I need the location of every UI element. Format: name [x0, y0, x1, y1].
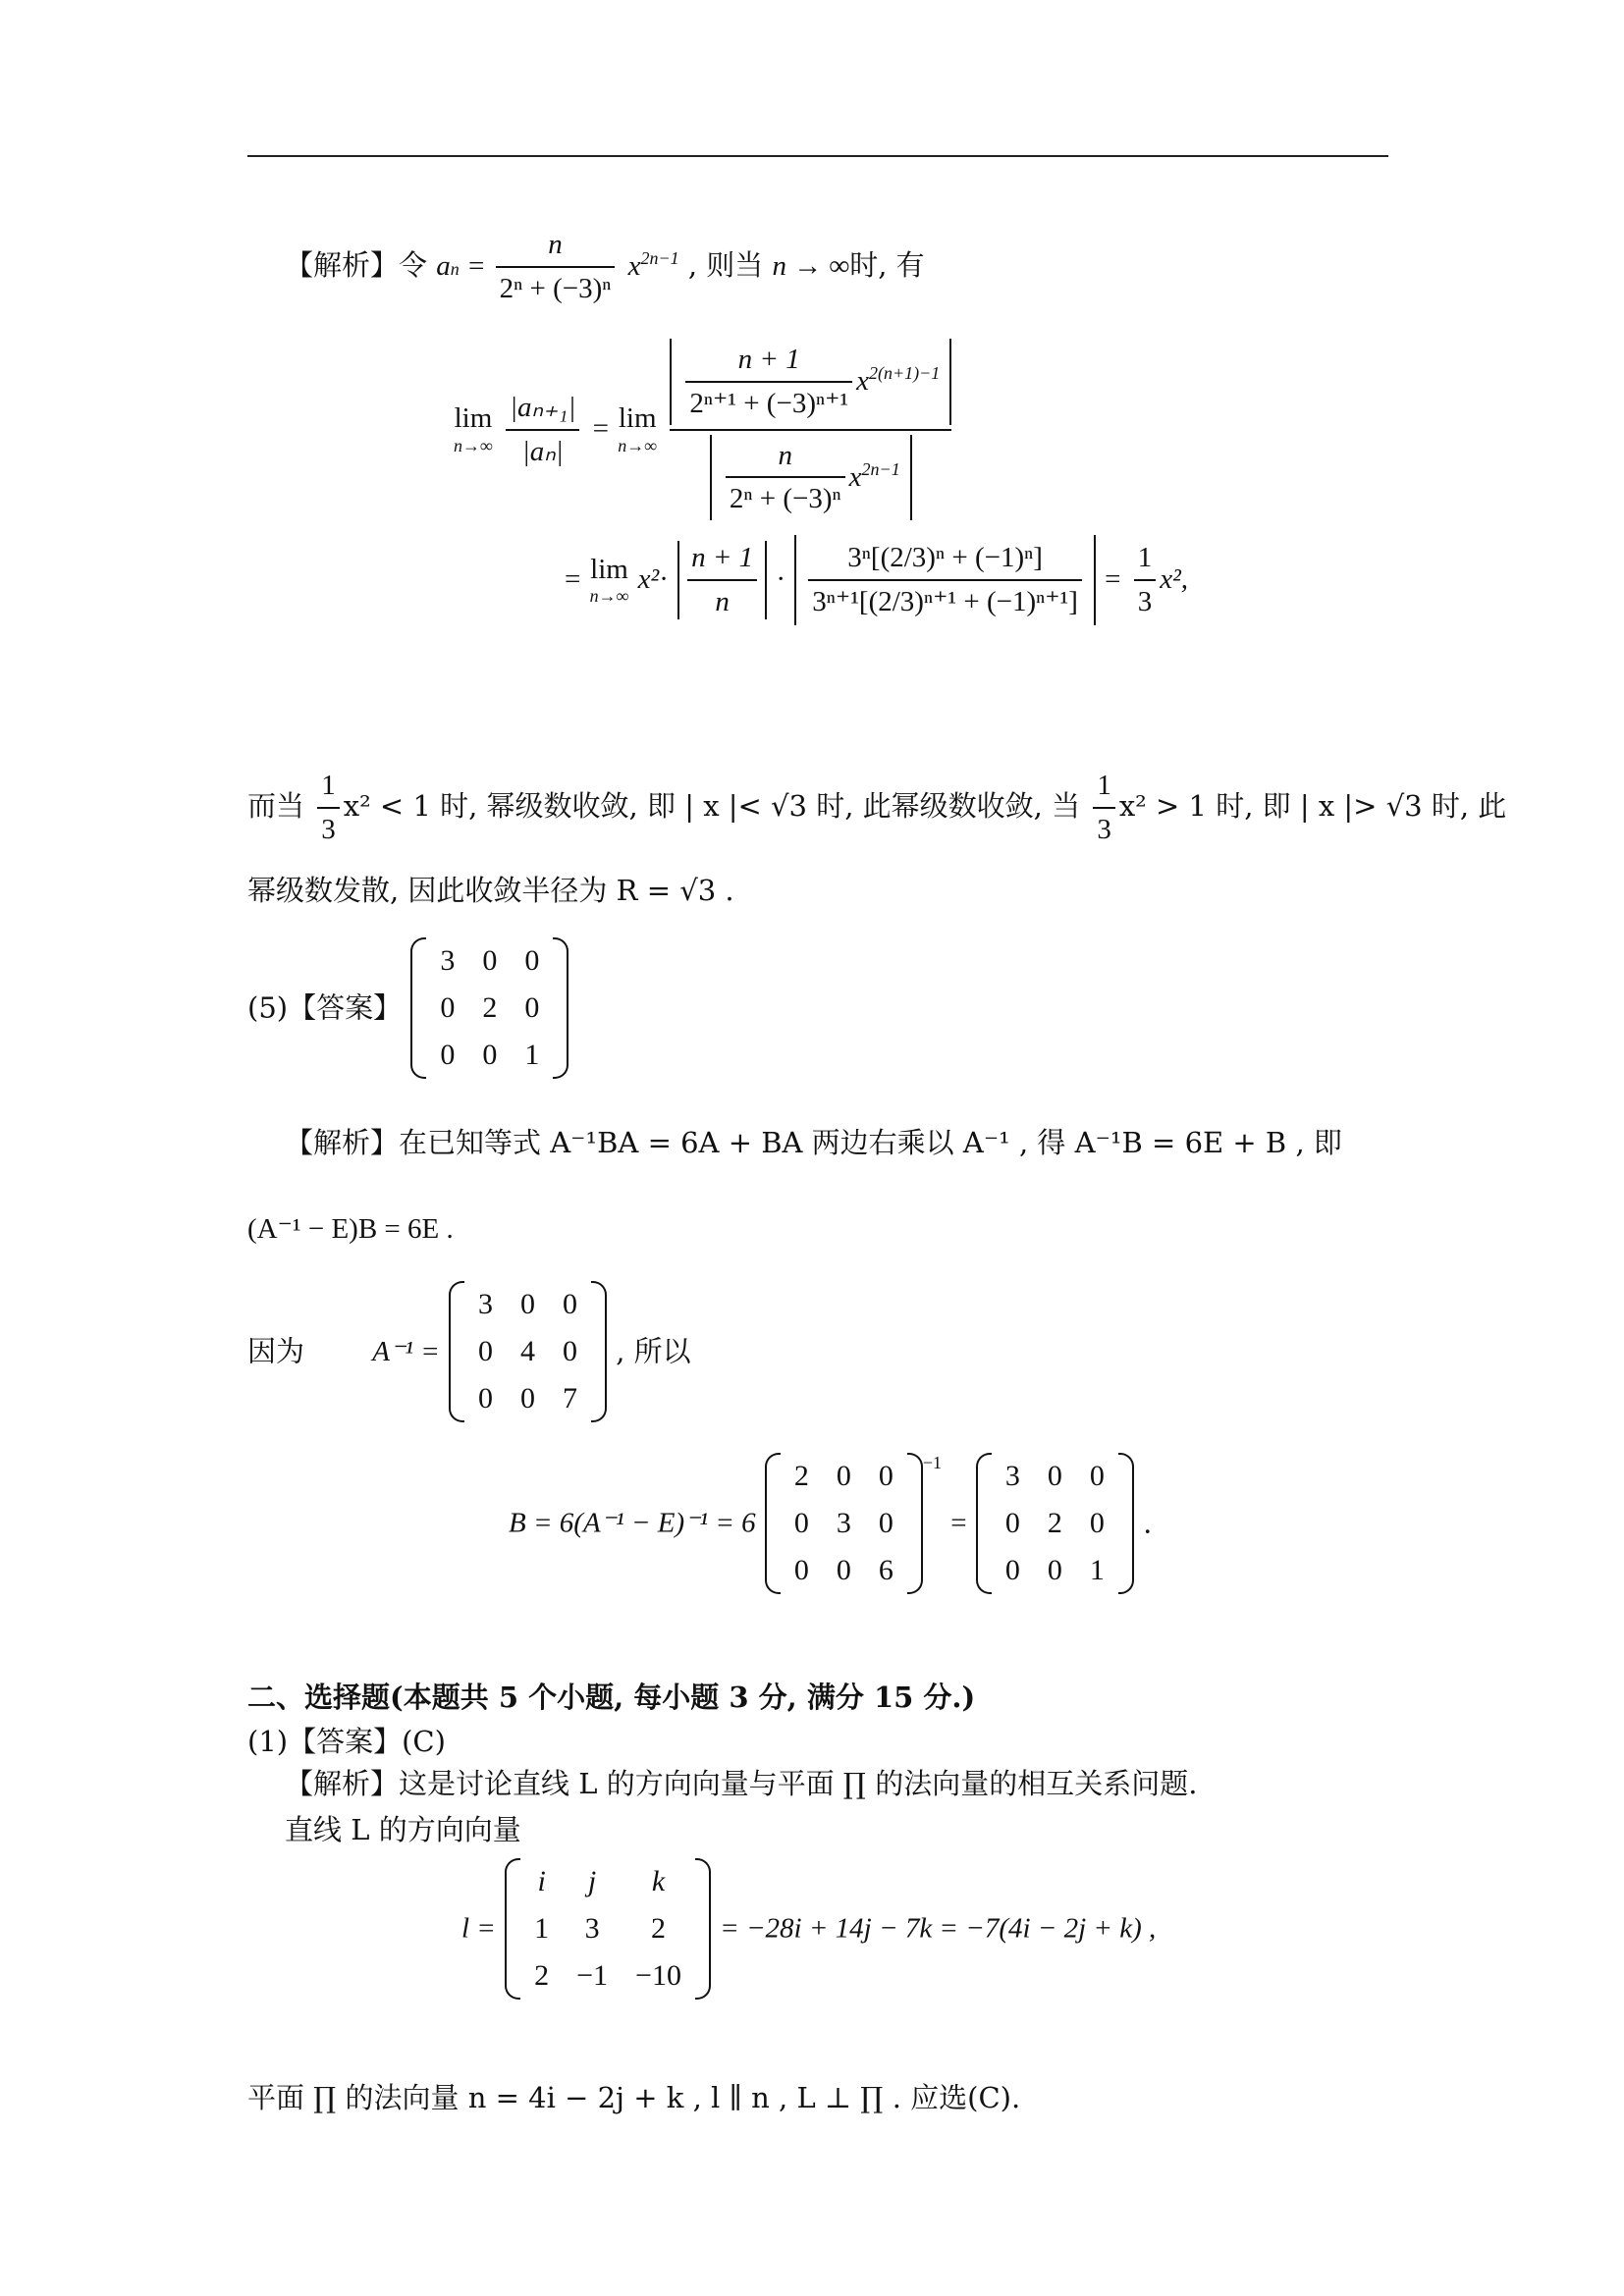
- matrix-cell: 0: [563, 1288, 577, 1320]
- an-fraction: $\frac{n}{\text{2ⁿ + (−3)ⁿ}}$: [496, 228, 616, 306]
- matrix-cell: j: [587, 1865, 597, 1897]
- cross-product-line: l = i j k 1 3 2 2 −1 −10 = −28i + 14j − 7k = −7(4i − 2j + k) ,: [461, 1858, 1156, 2000]
- matrix-cell: −1: [576, 1959, 609, 1992]
- analysis-2-1: 【解析】这是讨论直线 L 的方向向量与平面 ∏ 的法向量的相互关系问题.: [285, 1767, 1198, 1800]
- matrix-cell: 0: [478, 1335, 493, 1367]
- matrix-row: [464, 1281, 591, 1328]
- matrix-cell: 3: [836, 1507, 851, 1539]
- matrix-cell: 0: [793, 1507, 809, 1539]
- matrix-cell: 0: [440, 1039, 456, 1071]
- ainv-line: 因为 A⁻¹ = 3 0 0 0 4 0 0 0 7 , 所以: [247, 1281, 691, 1422]
- matrix-row: [426, 937, 553, 985]
- matrix-cell: 2: [650, 1912, 666, 1945]
- section-2-title: 二、选择题(本题共 5 个小题, 每小题 3 分, 满分 15 分.): [247, 1681, 976, 1714]
- matrix-cell: 7: [563, 1382, 577, 1415]
- matrix-cell: 0: [1047, 1460, 1062, 1492]
- matrix-cell: 1: [534, 1912, 550, 1945]
- matrix-cell: 0: [482, 1039, 498, 1071]
- matrix-cell: 2: [793, 1460, 809, 1492]
- matrix-row: [520, 1905, 695, 1952]
- matrix-row: [781, 1500, 907, 1547]
- matrix-cell: 2: [482, 991, 498, 1024]
- matrix-cell: 3: [584, 1912, 600, 1945]
- matrix-cell: 0: [524, 991, 540, 1024]
- analysis-line-an: 【解析】令 an = $\frac{n}{\text{2ⁿ + (−3)ⁿ}}$ $x^{2n-1}$ , 则当 n → ∞时, 有: [285, 229, 925, 304]
- matrix-cell: 0: [793, 1554, 809, 1586]
- matrix-row: [464, 1328, 591, 1375]
- matrix-cell: i: [537, 1865, 546, 1897]
- ainv-matrix: [449, 1281, 607, 1422]
- answer-5: (5)【答案】 3 0 0 0 2 0 0 0 1: [247, 937, 568, 1079]
- matrix-cell: 0: [1004, 1507, 1020, 1539]
- matrix-row: [781, 1547, 907, 1594]
- matrix-cell: 0: [836, 1554, 851, 1586]
- matrix-cell: 0: [1089, 1460, 1105, 1492]
- matrix-row: [520, 1952, 695, 2000]
- matrix-cell: 6: [878, 1554, 893, 1586]
- limit-ratio-line2: = lim n→∞ x²· $\frac{n + 1}{n}$ · $\frac{\text{3ⁿ[(2/3)ⁿ + (−1)ⁿ]}}{\text{3ⁿ⁺¹[(2/3)ⁿ⁺¹ + (−1)ⁿ⁺¹]}}$ = $\frac{1}{3}$ x²,: [565, 535, 1188, 625]
- analysis-equation-line: 【解析】在已知等式 A⁻¹BA = 6A + BA 两边右乘以 A⁻¹ , 得 A⁻¹B = 6E + B , 即: [285, 1126, 1342, 1159]
- equation-result: (A⁻¹ − E)B = 6E .: [247, 1213, 454, 1245]
- radius-line: 幂级数发散, 因此收敛半径为 R = √3 .: [247, 874, 734, 907]
- matrix-cell: 3: [478, 1288, 493, 1320]
- matrix-row: [781, 1453, 907, 1500]
- convergence-paragraph: 而当 $\frac{1}{3}$ x² < 1 时, 幂级数收敛, 即 | x |< √3 时, 此幂级数收敛, 当 $\frac{1}{3}$ x² > 1 时, 即 | x |> √3 时, 此: [247, 770, 1507, 845]
- matrix-cell: 0: [524, 944, 540, 977]
- matrix-row: [426, 1032, 553, 1079]
- ratio-an: $\frac{\text{|aₙ₊₁|}}{\text{|aₙ|}}$: [506, 391, 579, 469]
- direction-vector-label: 直线 L 的方向向量: [285, 1813, 521, 1846]
- limit-ratio-line1: lim n→∞ $\frac{\text{|aₙ₊₁|}}{\text{|aₙ|}}$ = lim n→∞ $\frac{n + 1}{\text{2ⁿ⁺¹ + (−3)ⁿ⁺¹}}$ $x^{2(n+1)-1}$ $\frac{n}{\text{2ⁿ + (−3)ⁿ}}$ $x^{2n-1}$: [454, 339, 955, 520]
- matrix-row: [992, 1453, 1118, 1500]
- matrix-row: [464, 1375, 591, 1422]
- conclusion-line: 平面 ∏ 的法向量 n = 4i − 2j + k , l ∥ n , L ⊥ ∏ . 应选(C).: [247, 2081, 1021, 2114]
- b-computation: B = 6(A⁻¹ − E)⁻¹ = 6 2 0 0 0 3 0 0 0 6 $^{-1}$ = 3 0 0 0 2 0 0 0 1 .: [509, 1453, 1152, 1594]
- matrix-row: [426, 985, 553, 1032]
- matrix-cell: 0: [1047, 1554, 1062, 1586]
- matrix-cell: 4: [520, 1335, 535, 1367]
- answer-matrix: [410, 937, 568, 1079]
- matrix-cell: k: [651, 1865, 666, 1897]
- matrix-cell: 0: [878, 1460, 893, 1492]
- b-matrix-2: [976, 1453, 1134, 1594]
- matrix-cell: 0: [482, 944, 498, 977]
- matrix-cell: 2: [1047, 1507, 1062, 1539]
- matrix-cell: 0: [440, 991, 456, 1024]
- analysis-label: 【解析】: [285, 247, 400, 282]
- matrix-row: [520, 1858, 695, 1905]
- header-rule: [247, 155, 1388, 157]
- answer-2-1: (1)【答案】(C): [247, 1725, 446, 1758]
- cross-product-matrix: [505, 1858, 711, 2000]
- ratio-big: $\frac{n + 1}{\text{2ⁿ⁺¹ + (−3)ⁿ⁺¹}}$ $x^{2(n+1)-1}$ $\frac{n}{\text{2ⁿ + (−3)ⁿ}}$ $x^{2n-1}$: [670, 339, 951, 520]
- matrix-cell: 1: [524, 1039, 540, 1071]
- matrix-cell: 0: [1004, 1554, 1020, 1586]
- matrix-cell: 3: [1004, 1460, 1020, 1492]
- matrix-row: [992, 1547, 1118, 1594]
- matrix-cell: 0: [478, 1382, 493, 1415]
- matrix-cell: 2: [534, 1959, 550, 1992]
- matrix-cell: 3: [440, 944, 456, 977]
- matrix-cell: 0: [520, 1382, 535, 1415]
- matrix-cell: 1: [1089, 1554, 1105, 1586]
- matrix-cell: 0: [1089, 1507, 1105, 1539]
- matrix-cell: 0: [836, 1460, 851, 1492]
- matrix-cell: 0: [878, 1507, 893, 1539]
- matrix-cell: −10: [635, 1959, 681, 1992]
- b-matrix-1: [765, 1453, 923, 1594]
- matrix-cell: 0: [563, 1335, 577, 1367]
- matrix-cell: 0: [520, 1288, 535, 1320]
- matrix-row: [992, 1500, 1118, 1547]
